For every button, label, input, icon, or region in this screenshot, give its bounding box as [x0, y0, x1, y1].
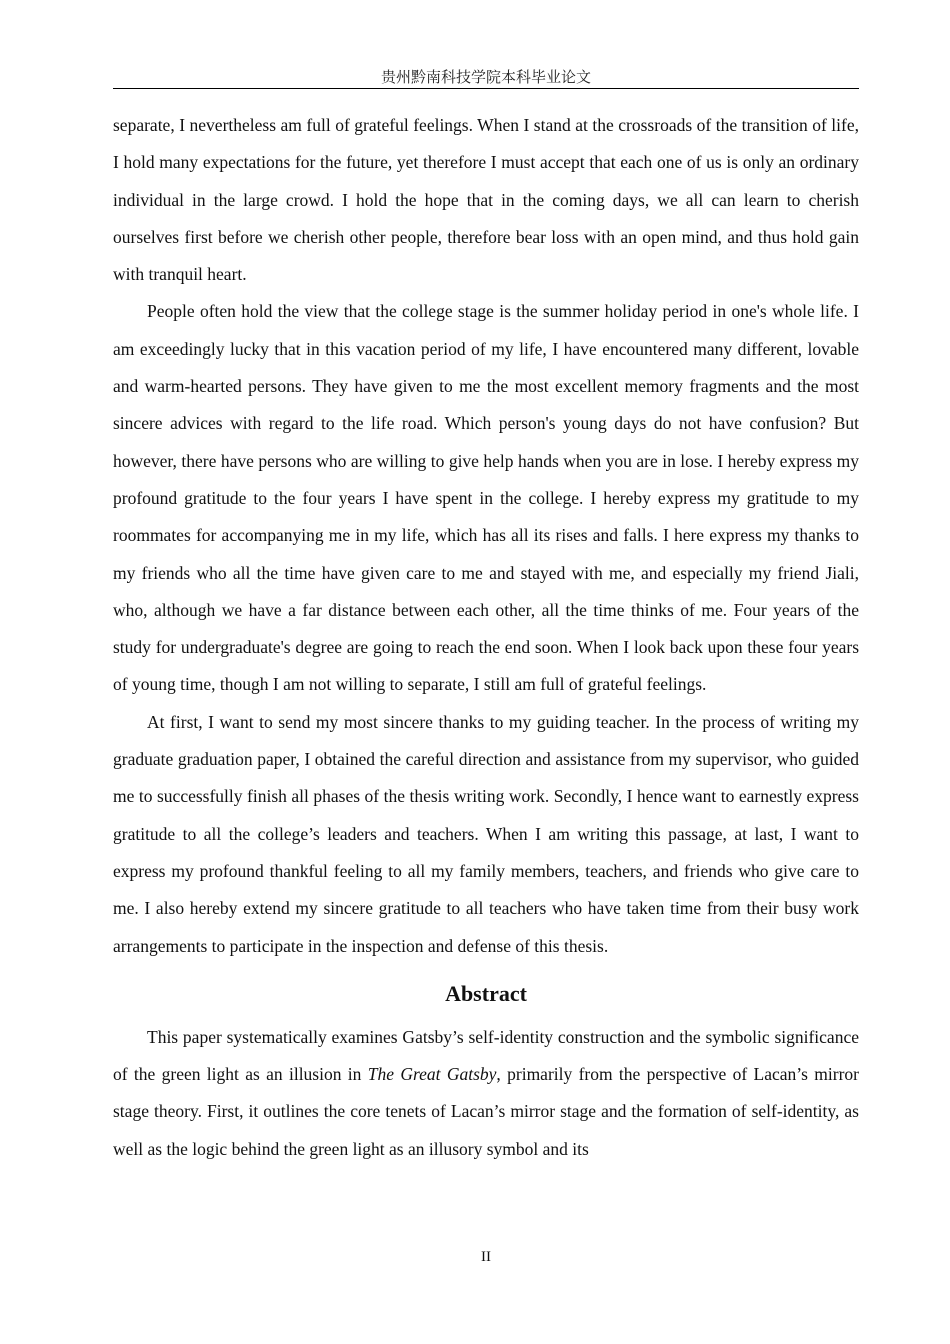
page-number: II: [481, 1249, 491, 1265]
abstract-text-after: , primarily from the perspective of Lacan’s mirror stage theory. First, it outlines the core tenets of Lacan’s mirror stage and the formation of self-identity, as well as the logic behind the green light as an illusory symbol and its: [113, 1064, 859, 1159]
page-body: [113, 107, 859, 1168]
abstract-heading: Abstract: [445, 980, 527, 1006]
abstract-paragraph: [113, 1019, 859, 1168]
book-title: The Great Gatsby: [367, 1064, 497, 1085]
running-header: 贵州黔南科技学院本科毕业论文: [113, 66, 859, 89]
paragraph-college-stage: People often hold the view that the college stage is the summer holiday period in one's whole life. I am exceedingly lucky that in this vacation period of my life, I have encountered many different, lovable and warm-hearted persons. They have given to me the most excellent memory fragments and the most sincere advices with regard to the life road. Which person's young days do not have confusion? But however, there have persons who are willing to give help hands when you are in lose. I hereby express my profound gratitude to the four years I have spent in the college. I hereby express my gratitude to my roommates for accompanying me in my life, which has all its rises and falls. I here express my thanks to my friends who all the time have given care to me and stayed with me, and especially my friend Jiali, who, although we have a far distance between each other, all the time thinks of me. Four years of the study for undergraduate's degree are going to reach the end soon. When I look back upon these four years of young time, though I am not willing to separate, I still am full of grateful feelings.: [113, 301, 859, 695]
abstract-text-before: This paper systematically examines Gatsby’s self-identity construction and the symbolic significance of the green light as an illusion in: [113, 1026, 859, 1085]
paragraph-thanks-teacher: At first, I want to send my most sincere thanks to my guiding teacher. In the process of writing my graduate graduation paper, I obtained the careful direction and assistance from my supervisor, who guided me to successfully finish all phases of the thesis writing work. Secondly, I hence want to earnestly express gratitude to all the college’s leaders and teachers. When I am writing this passage, at last, I want to express my profound thankful feeling to all my family members, teachers, and friends who give care to me. I also hereby extend my sincere gratitude to all teachers who have taken time from their busy work arrangements to participate in the inspection and defense of this thesis.: [113, 711, 859, 956]
paragraph-continued: separate, I nevertheless am full of grateful feelings. When I stand at the crossroads of the transition of life, I hold many expectations for the future, yet therefore I must accept that each one of us is only an ordinary individual in the large crowd. I hold the hope that in the coming days, we all can learn to cherish ourselves first before we cherish other people, therefore bear loss with an open mind, and thus hold gain with tranquil heart.: [113, 115, 859, 285]
